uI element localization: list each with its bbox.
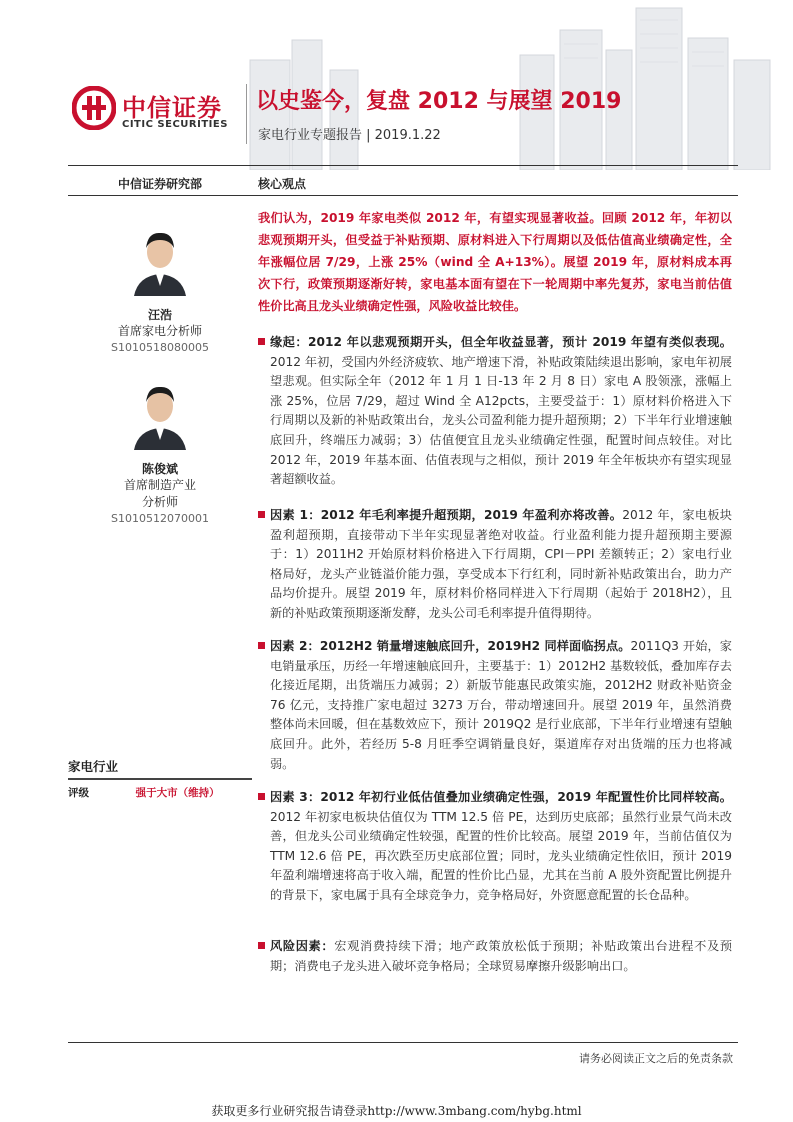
rating-label: 评级: [68, 787, 89, 799]
key-point-lead: 因素 2：2012H2 销量增速触底回升，2019H2 同样面临拐点。: [270, 639, 631, 653]
footer-rule: [68, 1042, 738, 1043]
key-point-lead: 缘起：2012 年以悲观预期开头，但全年收益显著，预计 2019 年望有类似表现。: [270, 335, 732, 349]
key-point-body: 宏观消费持续下滑；地产政策放松低于预期；补贴政策出台进程不及预期；消费电子龙头进入破坏竞争格局；全球贸易摩擦升级影响出口。: [270, 939, 733, 973]
core-view-heading: 核心观点: [258, 177, 307, 191]
analyst-photo-icon: [128, 376, 192, 450]
analyst-role: 分析师: [141, 495, 178, 509]
top-rule: [68, 165, 738, 166]
bullet-icon: [258, 338, 265, 345]
report-title: 以史鉴今，复盘 2012 与展望 2019: [256, 89, 622, 114]
analyst-name: 陈俊斌: [141, 462, 178, 476]
key-point: [258, 637, 732, 774]
bullet-icon: [258, 642, 265, 649]
report-subtitle: 家电行业专题报告 | 2019.1.22: [258, 128, 441, 143]
key-point-lead: 因素 3：2012 年初行业低估值叠加业绩确定性强，2019 年配置性价比同样较高。: [270, 790, 732, 804]
logo-english-name: CITIC SECURITIES: [122, 119, 228, 130]
analyst-role: 首席制造产业: [123, 478, 196, 492]
analyst-card: [68, 222, 252, 356]
download-watermark: 获取更多行业研究报告请登录http://www.3mbang.com/hybg.html: [211, 1104, 582, 1118]
analyst-role: 首席家电分析师: [117, 324, 202, 338]
industry-rating-box: [68, 757, 252, 800]
analyst-photo-icon: [128, 222, 192, 296]
section-rule: [68, 195, 738, 196]
bullet-icon: [258, 793, 265, 800]
bullet-icon: [258, 511, 265, 518]
analyst-license-code: S1010512070001: [111, 512, 209, 525]
bullet-icon: [258, 942, 265, 949]
key-point-body: 2012 年，家电板块盈利超预期，直接带动下半年实现显著绝对收益。行业盈利能力提升超预期主要源于：1）2011H2 开始原材料价格进入下行周期，CPI－PPI 差额转正；2）家电行业格局好，龙头产业链溢价能力强，享受成本下行红利，同时新补贴政策出台，助力产品均价提升。展望 2019 年，原材料价格同样进入下行周期（起始于 2018H2），且新的补贴政策预期逐渐发酵，龙头公司毛利率提升值得期待。: [270, 508, 732, 620]
key-point-body: 2012 年初，受国内外经济疲软、地产增速下滑，补贴政策陆续退出影响，家电年初展望悲观。但实际全年（2012 年 1 月 1 日-13 年 2 月 8 日）家电 A 股领涨，涨幅上涨 25%，位居 7/29，超过 Wind 全 A12pcts，主要受益于：1）原材料价格进入下行周期以及新的补贴政策出台，龙头公司盈利能力提升超预期；2）下半年行业增速触底回升，终端压力减弱；3）估值便宜且龙头业绩确定性强，配置时间点较佳。对比 2012 年，2019 年基本面、估值表现与之相似，预计 2019 年全年板块亦有望实现显著超额收益。: [270, 354, 732, 487]
citic-logo: [72, 86, 240, 138]
key-point-body: 2012 年初家电板块估值仅为 TTM 12.5 倍 PE，达到历史底部；虽然行业景气尚未改善，但龙头公司业绩确定性较强，配置的性价比较高。展望 2019 年，当前估值仅为 TTM 12.6 倍 PE，再次跌至历史底部位置；同时，龙头业绩确定性依旧，预计 2019 年盈利端增速将高于收入端，配置的性价比凸显，尤其在当前 A 股外资配置比例提升的背景下，家电属于具有全球竞争力，竞争格局好，外资愿意配置的长仓品种。: [270, 809, 732, 902]
rating-row: [68, 785, 252, 800]
disclaimer-note: 请务必阅读正文之后的免责条款: [579, 1052, 733, 1065]
analyst-license-code: S1010518080005: [111, 341, 209, 354]
key-point: [258, 788, 732, 906]
rating-value: 强于大市（维持）: [135, 787, 220, 799]
header-divider: [246, 84, 247, 144]
citic-logo-mark-icon: [72, 86, 116, 130]
key-point: [258, 333, 732, 490]
key-point: [258, 506, 732, 624]
core-summary: 我们认为，2019 年家电类似 2012 年，有望实现显著收益。回顾 2012 年，年初以悲观预期开头，但受益于补贴预期、原材料进入下行周期以及低估值高业绩确定性，全年涨幅位居 7/29，上涨 25%（wind 全 A+13%）。展望 2019 年，原材料成本再次下行，政策预期逐渐好转，家电基本面有望在下一轮周期中率先复苏，家电当前估值性价比高且龙头业绩确定性强，风险收益比较佳。: [258, 211, 732, 313]
industry-title: 家电行业: [68, 757, 252, 780]
key-point-lead: 因素 1：2012 年毛利率提升超预期，2019 年盈利亦将改善。: [270, 508, 623, 522]
logo-chinese-name: 中信证券: [122, 94, 222, 122]
analyst-card: [68, 376, 252, 527]
research-dept-label: 中信证券研究部: [118, 177, 203, 191]
key-point-lead: 风险因素：: [270, 939, 335, 953]
key-point-body: 2011Q3 开始，家电销量承压，历经一年增速触底回升，主要基于：1）2012H2 基数较低，叠加库存去化接近尾期，出货端压力减弱；2）新版节能惠民政策实施，2012H2 财政补贴资金 76 亿元，支持推广家电超过 3273 万台，带动增速回升。展望 2019 年，虽然消费整体尚未回暖，但在基数效应下，预计 2019Q2 是行业底部，下半年行业增速有望触底回升。此外，若经历 5-8 月旺季空调销量良好，渠道库存对出货端的压力也将减弱。: [270, 639, 732, 771]
analyst-name: 汪浩: [147, 308, 172, 322]
key-point: [258, 937, 732, 976]
